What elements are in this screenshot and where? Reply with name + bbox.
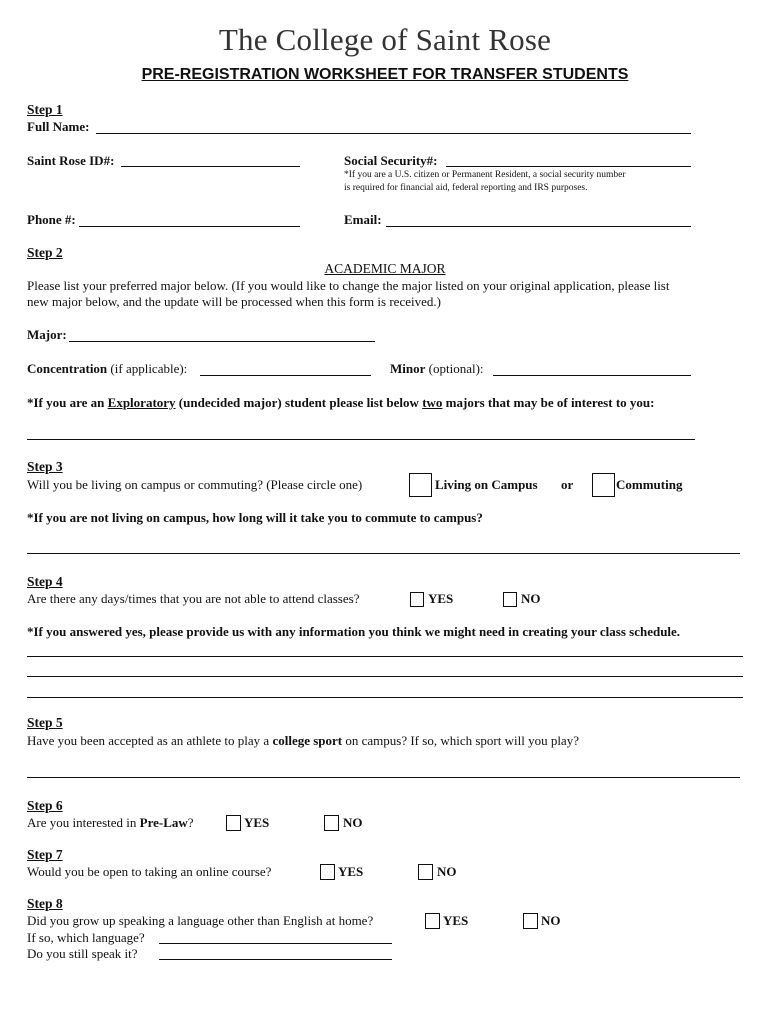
online-course-no-label: NO (437, 864, 457, 879)
language-no-label: NO (541, 913, 561, 928)
ssn-label: Social Security#: (344, 153, 438, 168)
concentration-field[interactable] (200, 375, 371, 376)
prelaw-yes-checkbox[interactable] (226, 815, 241, 831)
language-question: Did you grow up speaking a language other than English at home? (27, 913, 374, 928)
step3-label: Step 3 (27, 459, 63, 474)
minor-field[interactable] (493, 375, 691, 376)
language-yes-checkbox[interactable] (425, 913, 440, 929)
step8-label: Step 8 (27, 896, 63, 911)
exploratory-instruction (27, 395, 654, 411)
living-on-campus-checkbox[interactable] (409, 473, 432, 497)
availability-no-label: NO (521, 591, 541, 606)
online-course-question: Would you be open to taking an online course? (27, 864, 272, 879)
step7-label: Step 7 (27, 847, 63, 862)
major-instructions-line1: Please list your preferred major below. (If you would like to change the major listed on your original application, please list (27, 278, 670, 293)
college-sport-text: college sport (272, 733, 343, 748)
ssn-note-line1: *If you are a U.S. citizen or Permanent Resident, a social security number (344, 170, 626, 180)
prelaw-yes-label: YES (244, 815, 270, 830)
online-course-yes-checkbox[interactable] (320, 864, 335, 880)
availability-question: Are there any days/times that you are not able to attend classes? (27, 591, 360, 606)
commuting-label: Commuting (616, 477, 683, 492)
exploratory-prefix: *If you are an (27, 395, 105, 410)
full-name-label: Full Name: (27, 119, 90, 134)
availability-no-checkbox[interactable] (503, 592, 517, 607)
prelaw-question (27, 815, 194, 831)
step6-label: Step 6 (27, 798, 63, 813)
prelaw-no-checkbox[interactable] (324, 815, 339, 831)
sport-field[interactable] (27, 777, 740, 778)
living-on-campus-label: Living on Campus (435, 477, 538, 492)
phone-field[interactable] (79, 226, 300, 227)
major-field[interactable] (69, 341, 375, 342)
prelaw-text: Pre-Law (139, 815, 188, 830)
which-language-label: If so, which language? (27, 930, 145, 945)
athlete-question (27, 733, 579, 749)
exploratory-word: Exploratory (107, 395, 176, 410)
athlete-question-suffix: on campus? If so, which sport will you play? (345, 733, 579, 748)
saint-rose-id-field[interactable] (121, 166, 300, 167)
online-course-no-checkbox[interactable] (418, 864, 433, 880)
still-speak-field[interactable] (159, 959, 392, 960)
worksheet-title: PRE-REGISTRATION WORKSHEET FOR TRANSFER STUDENTS (141, 66, 629, 83)
exploratory-majors-field[interactable] (27, 439, 695, 440)
commute-time-question: *If you are not living on campus, how long will it take you to commute to campus? (27, 510, 483, 525)
prelaw-question-prefix: Are you interested in (27, 815, 137, 830)
email-field[interactable] (386, 226, 691, 227)
step1-label: Step 1 (27, 102, 63, 117)
exploratory-suffix: majors that may be of interest to you: (445, 395, 655, 410)
schedule-info-field-line1[interactable] (27, 656, 743, 657)
academic-major-heading: ACADEMIC MAJOR (324, 261, 446, 276)
online-course-yes-label: YES (338, 864, 364, 879)
schedule-info-field-line2[interactable] (27, 676, 743, 677)
prelaw-question-suffix: ? (187, 815, 194, 830)
step5-label: Step 5 (27, 715, 63, 730)
concentration-hint: (if applicable): (110, 361, 188, 376)
schedule-info-field-line3[interactable] (27, 697, 743, 698)
ssn-field[interactable] (446, 166, 691, 167)
email-label: Email: (344, 212, 382, 227)
schedule-info-instruction: *If you answered yes, please provide us with any information you think we might need in creating your class schedule. (27, 624, 681, 639)
language-no-checkbox[interactable] (523, 913, 538, 929)
phone-label: Phone #: (27, 212, 76, 227)
minor-word: Minor (390, 361, 426, 376)
which-language-field[interactable] (159, 943, 392, 944)
exploratory-two: two (422, 395, 443, 410)
ssn-note-line2: is required for financial aid, federal reporting and IRS purposes. (344, 183, 588, 193)
college-name: The College of Saint Rose (218, 22, 552, 57)
still-speak-label: Do you still speak it? (27, 946, 138, 961)
minor-hint: (optional): (428, 361, 484, 376)
athlete-question-prefix: Have you been accepted as an athlete to play a (27, 733, 270, 748)
commuting-checkbox[interactable] (592, 473, 615, 497)
step2-label: Step 2 (27, 245, 63, 260)
availability-yes-checkbox[interactable] (410, 592, 424, 607)
full-name-field[interactable] (96, 133, 691, 134)
step4-label: Step 4 (27, 574, 63, 589)
concentration-label (27, 361, 187, 377)
concentration-word: Concentration (27, 361, 108, 376)
commute-time-field[interactable] (27, 553, 740, 554)
or-text: or (561, 477, 574, 492)
prelaw-no-label: NO (343, 815, 363, 830)
housing-question: Will you be living on campus or commuting? (Please circle one) (27, 477, 363, 492)
major-label: Major: (27, 327, 67, 342)
saint-rose-id-label: Saint Rose ID#: (27, 153, 115, 168)
major-instructions-line2: new major below, and the update will be processed when this form is received.) (27, 294, 441, 309)
availability-yes-label: YES (428, 591, 454, 606)
exploratory-middle: (undecided major) student please list below (178, 395, 419, 410)
language-yes-label: YES (443, 913, 469, 928)
minor-label (390, 361, 484, 377)
